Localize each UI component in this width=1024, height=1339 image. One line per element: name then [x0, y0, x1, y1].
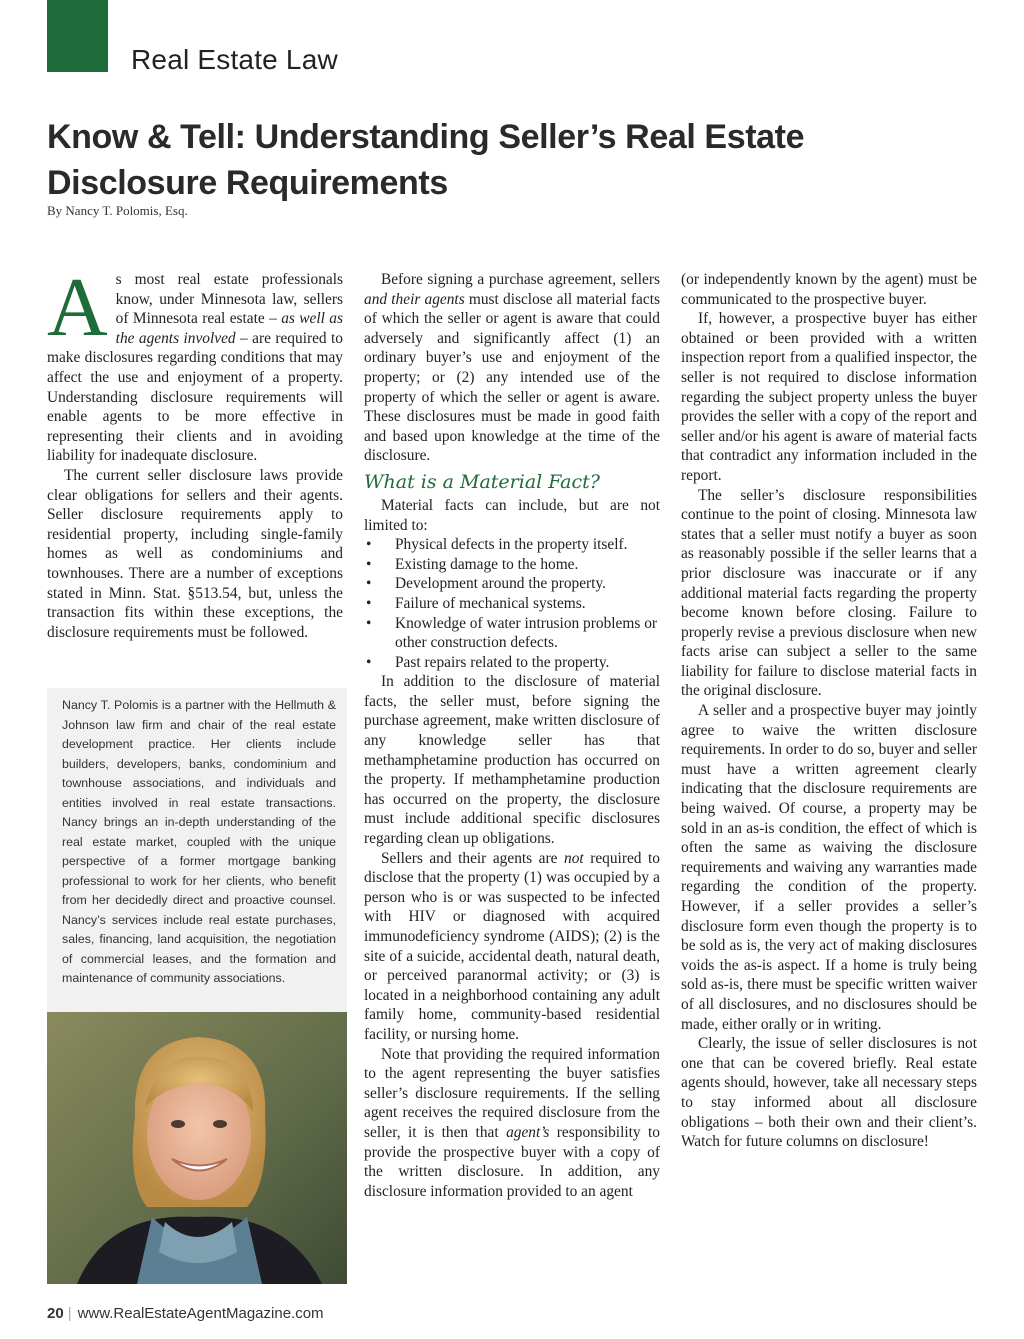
article-column-3 [681, 270, 977, 1152]
byline: By Nancy T. Polomis, Esq. [47, 203, 188, 218]
paragraph: A seller and a prospective buyer may jointly agree to waive the written disclosure requirements. In order to do so, buyer and seller must have a written agreement clearly indicating that the disclosure requirements are being waived. Of course, a property may be sold in an as-is condition, the effect of which is often the same as waiving the disclosure requirements and waiving any warranties made regarding the condition of the property. However, if a seller provides a seller’s disclosure form even though the property is to be sold as is, the very act of making disclosures voids the as-is aspect. If a home is truly being sold as-is, there must be specific written waiver of all disclosures, and no disclosures should be made, either orally or in writing. [681, 702, 977, 1033]
section-title: Real Estate Law [131, 44, 338, 75]
page-footer [47, 1305, 324, 1322]
text-italic: and their agents [364, 290, 465, 308]
paragraph: If, however, a prospective buyer has either obtained or been provided with a written inspection report from a qualified inspector, the seller is not required to disclose information regarding the subject property unless the buyer provides the seller with a copy of the report and seller and/or his agent is aware of material facts that contradict any information included in the report. [681, 310, 977, 484]
paragraph: Material facts can include, but are not limited to: [364, 496, 660, 534]
drop-cap: A [47, 261, 108, 354]
website-link[interactable]: www.RealEstateAgentMagazine.com [77, 1305, 324, 1322]
author-bio-text: Nancy T. Polomis is a partner with the Hellmuth & Johnson law firm and chair of the real estate development practice. Her clients include builders, developers, banks, condominium and townhouse associations, and individuals and entities involved in real estate transactions. Nancy brings an in-depth understanding of the real estate market, coupled with the unique perspective of a former mortgage banking professional to work for her clients, who benefit from her decidedly direct and proactive counsel. Nancy’s services include real estate purchases, sales, financing, land acquisition, the negotiation of commercial leases, and the formation and maintenance of community associations. [62, 698, 336, 985]
list-item: • Knowledge of water intrusion problems or other construction defects. [364, 614, 660, 653]
text-a: Note that providing the required information to the agent representing the buyer satisfies seller’s disclosure requirements. If the selling agent receives the required disclosure from the seller, it is then that [364, 1045, 660, 1141]
author-photo [47, 1012, 347, 1284]
material-facts-list [364, 535, 660, 672]
list-item: • Failure of mechanical systems. [364, 594, 660, 614]
text-b: required to disclose that the property (1) was occupied by a person who is or was suspected to be infected with HIV or diagnosed with acquired immunodeficiency syndrome (AIDS); (2) is the site of a suicide, accidental death, natural death, or perceived paranormal activity; or (3) is located in a neighborhood containing any adult family home, community-based residential facility, or nursing home. [364, 849, 660, 1043]
page-number: 20 [47, 1305, 64, 1322]
article-column-2 [364, 270, 660, 1201]
paragraph: (or independently known by the agent) must be communicated to the prospective buyer. [681, 271, 977, 308]
subheading: What is a Material Fact? [364, 470, 600, 493]
text-a: Before signing a purchase agreement, sellers [380, 271, 660, 288]
list-item: • Physical defects in the property itself. [364, 535, 660, 555]
text-italic: not [564, 849, 584, 867]
section-color-tab [47, 0, 108, 72]
paragraph: The seller’s disclosure responsibilities continue to the point of closing. Minnesota law states that a seller must notify a buyer as soon as reasonably possible if the seller learns that a prior disclosure was inaccurate or if any additional material facts regarding the property become known before closing. Failure to properly revise a previous disclosure when new facts arise can subject a seller to the same liability for failure to disclose material facts in the original disclosure. [681, 486, 977, 700]
paragraph [364, 849, 660, 1045]
paragraph: In addition to the disclosure of material facts, the seller must, before signing the purchase agreement, make written disclosure of any knowledge seller has that methamphetamine production has occurred on the property. If methamphetamine production has occurred on the property, the disclosure must include additional specific disclosures regarding clean up obligations. [364, 673, 660, 848]
paragraph [364, 270, 660, 466]
headline-line-1: Know & Tell: Understanding Seller’s Real Estate [47, 118, 805, 156]
footer-divider: | [67, 1305, 72, 1322]
list-item: • Development around the property. [364, 574, 660, 594]
paragraph: Clearly, the issue of seller disclosures is not one that can be covered briefly. Real estate agents should, however, take all necessary steps to stay informed about all disclosure obligations – both their own and their client’s. Watch for future columns on disclosure! [681, 1035, 977, 1151]
article-column-1 [47, 261, 344, 642]
intro-paragraph [47, 261, 344, 466]
list-item: • Past repairs related to the property. [364, 653, 660, 673]
article-headline [47, 114, 947, 206]
headline-line-2: Disclosure Requirements [47, 164, 448, 202]
text-a: Sellers and their agents are [380, 849, 564, 867]
text-italic: agent’s [506, 1123, 550, 1141]
intro-text-b: – are required to make disclosures regarding conditions that may affect the use and enjoyment of a property. Understanding disclosure requirements will enable agents to be more effective in representing their clients and in avoiding liability for inadequate disclosure. [47, 329, 344, 465]
paragraph: The current seller disclosure laws provide clear obligations for sellers and their agents. Seller disclosure requirements apply to residential property, including single-family homes as well as condominiums and townhouses. There are a number of exceptions stated in Minn. Stat. §513.54, but, unless the transaction fits within these exceptions, the disclosure requirements must be followed. [47, 466, 343, 641]
list-item: • Existing damage to the home. [364, 555, 660, 575]
intro-text-italic: as well as the agents involved [115, 310, 343, 347]
intro-text-a: s most real estate professionals know, under Minnesota law, sellers of Minnesota real estate – [115, 271, 343, 328]
paragraph [364, 1045, 660, 1202]
text-b: responsibility to provide the prospective buyer with a copy of the written disclosure. In addition, any disclosure information provided to an agent [364, 1123, 660, 1200]
text-b: must disclose all material facts of which the seller or agent is aware that could adversely and significantly affect (1) an ordinary buyer’s use and enjoyment of the property; or (2) any intended use of the property of which the seller or agent is aware. These disclosures must be made in good faith and based upon knowledge at the time of the disclosure. [364, 290, 660, 465]
